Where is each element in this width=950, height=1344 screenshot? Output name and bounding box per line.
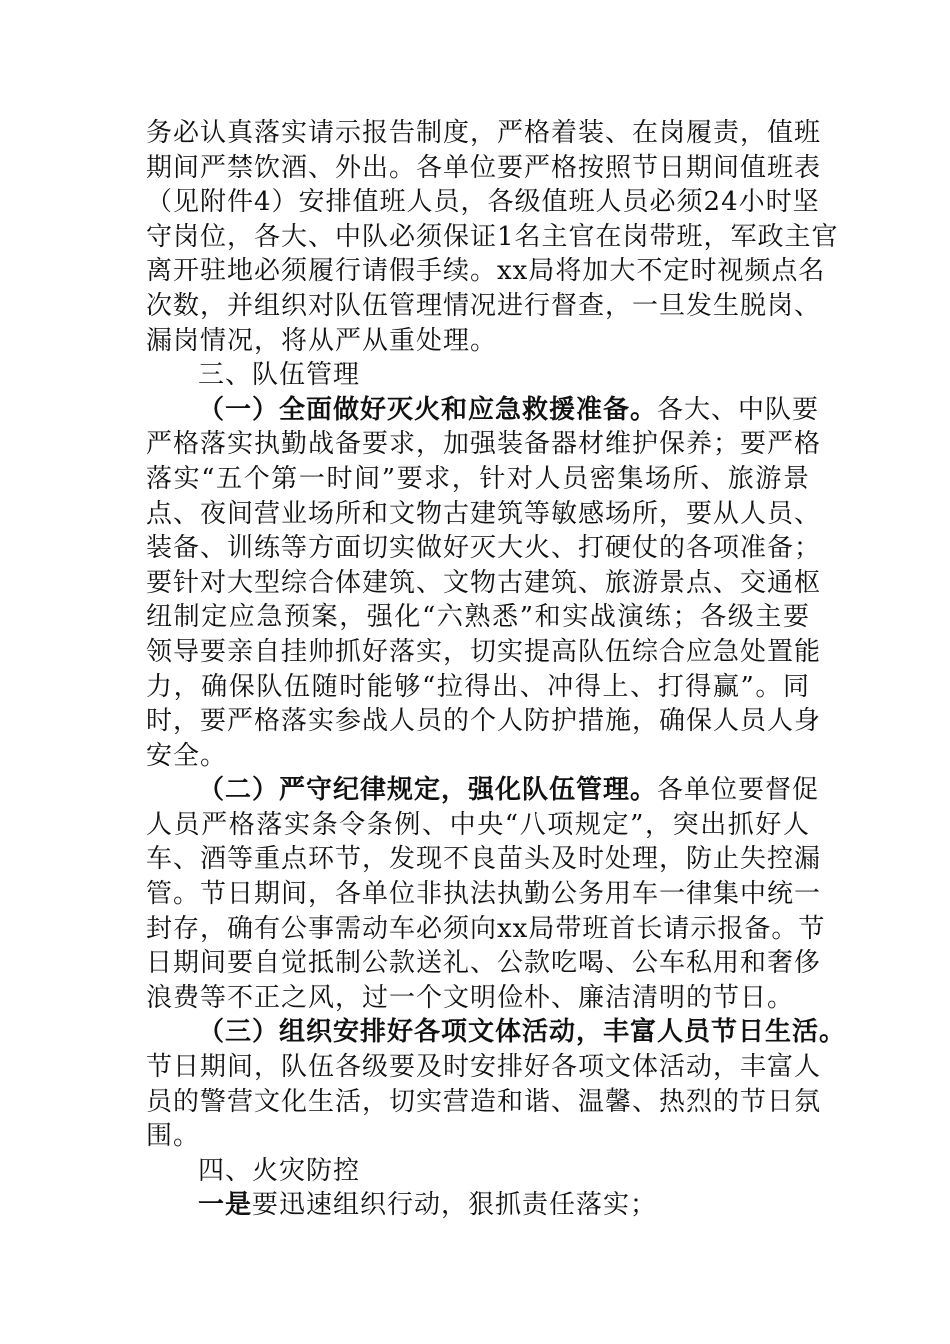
text-line: 装备、训练等方面切实做好灭大火、打硬仗的各项准备；	[146, 533, 822, 564]
section-heading: 四、火灾防控	[198, 1155, 361, 1186]
text-line: 离开驻地必须履行请假手续。xx局将加大不定时视频点名	[146, 256, 826, 287]
text-line: 领导要亲自挂帅抓好落实，切实提高队伍综合应急处置能	[146, 636, 822, 667]
text-line: 力，确保队伍随时能够“拉得出、冲得上、打得赢”。同	[146, 671, 810, 702]
text-line: 纽制定应急预案，强化“六熟悉”和实战演练；各级主要	[146, 602, 810, 633]
text-line: 期间严禁饮酒、外出。各单位要严格按照节日期间值班表	[146, 152, 822, 183]
text-span: 要迅速组织行动，狠抓责任落实；	[252, 1190, 658, 1221]
text-line: 围。	[146, 1121, 201, 1152]
text-line: 节日期间，队伍各级要及时安排好各项文体活动，丰富人	[146, 1052, 822, 1083]
text-line: 要针对大型综合体建筑、文物古建筑、旅游景点、交通枢	[146, 567, 822, 598]
text-line: 车、酒等重点环节，发现不良苗头及时处理，防止失控漏	[146, 844, 822, 875]
text-line: 次数，并组织对队伍管理情况进行督查，一旦发生脱岗、	[146, 290, 822, 321]
text-line: 时，要严格落实参战人员的个人防护措施，确保人员人身	[146, 706, 822, 737]
text-line: 务必认真落实请示报告制度，严格着装、在岗履责，值班	[146, 118, 822, 148]
text-line: 管。节日期间，各单位非执法执勤公务用车一律集中统一	[146, 879, 822, 910]
subsection-title: （一）全面做好灭火和应急救援准备。	[198, 394, 658, 425]
item-lead: 一是	[198, 1190, 253, 1221]
text-line: （见附件4）安排值班人员，各级值班人员必须24小时坚	[146, 187, 820, 218]
subsection-title: （三）组织安排好各项文体活动，丰富人员节日生活。	[198, 1017, 847, 1048]
text-line: 日期间要自觉抵制公款送礼、公款吃喝、公车私用和奢侈	[146, 948, 822, 979]
text-line: 落实“五个第一时间”要求，针对人员密集场所、旅游景	[146, 463, 810, 494]
subsection-title: （二）严守纪律规定，强化队伍管理。	[198, 775, 658, 806]
text-line: 人员严格落实条令条例、中央“八项规定”，突出抓好人	[146, 809, 810, 840]
document-body	[146, 116, 847, 1223]
subsection-first-line	[146, 1015, 847, 1050]
text-line: 点、夜间营业场所和文物古建筑等敏感场所，要从人员、	[146, 498, 822, 529]
text-line: 封存，确有公事需动车必须向xx局带班首长请示报备。节	[146, 913, 826, 944]
text-line: 严格落实执勤战备要求，加强装备器材维护保养；要严格	[146, 429, 822, 460]
text-line: 漏岗情况，将从严从重处理。	[146, 325, 498, 356]
text-line: 安全。	[146, 740, 228, 771]
subsection-first-line	[146, 393, 820, 428]
text-line: 守岗位，各大、中队必须保证1名主官在岗带班，军政主官	[146, 221, 839, 252]
text-span: 各大、中队要	[657, 394, 820, 425]
list-item	[146, 1188, 810, 1223]
text-line: 浪费等不正之风，过一个文明俭朴、廉洁清明的节日。	[146, 982, 795, 1013]
text-line: 员的警营文化生活，切实营造和谐、温馨、热烈的节日氛	[146, 1086, 822, 1117]
section-heading: 三、队伍管理	[198, 360, 361, 391]
text-span: 各单位要督促	[657, 775, 820, 806]
subsection-first-line	[146, 773, 820, 808]
